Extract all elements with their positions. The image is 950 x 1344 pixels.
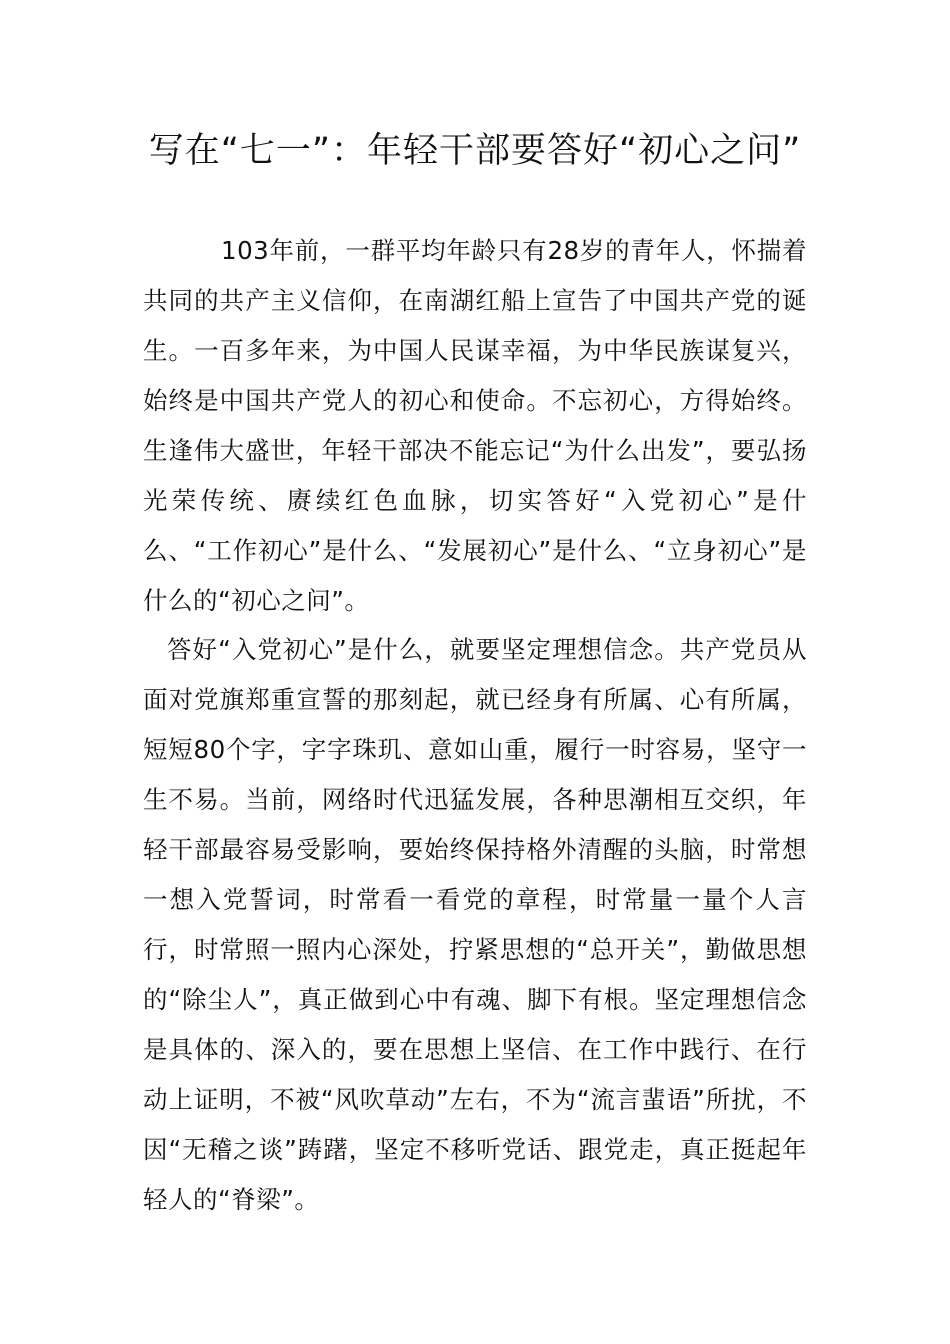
document-title: 写在“七一”：年轻干部要答好“初心之问”: [148, 131, 802, 171]
paragraph-intro: 103年前，一群平均年龄只有28岁的青年人，怀揣着共同的共产主义信仰，在南湖红船上宣告了中国共产党的诞生。一百多年来，为中国人民谋幸福，为中华民族谋复兴，始终是中国共产党人的初心和使命。不忘初心，方得始终。生逢伟大盛世，年轻干部决不能忘记“为什么出发”，要弘扬光荣传统、赓续红色血脉，切实答好“入党初心”是什么、“工作初心”是什么、“发展初心”是什么、“立身初心”是什么的“初心之问”。: [143, 236, 807, 615]
paragraph-party-entry-intent: 答好“入党初心”是什么，就要坚定理想信念。共产党员从面对党旗郑重宣誓的那刻起，就已经身有所属、心有所属，短短80个字，字字珠玑、意如山重，履行一时容易，坚守一生不易。当前，网络时代迅猛发展，各种思潮相互交织，年轻干部最容易受影响，要始终保持格外清醒的头脑，时常想一想入党誓词，时常看一看党的章程，时常量一量个人言行，时常照一照内心深处，拧紧思想的“总开关”，勤做思想的“除尘人”，真正做到心中有魂、脚下有根。坚定理想信念是具体的、深入的，要在思想上坚信、在工作中践行、在行动上证明，不被“风吹草动”左右，不为“流言蜚语”所扰，不因“无稽之谈”踌躇，坚定不移听党话、跟党走，真正挺起年轻人的“脊梁”。: [143, 635, 807, 1214]
